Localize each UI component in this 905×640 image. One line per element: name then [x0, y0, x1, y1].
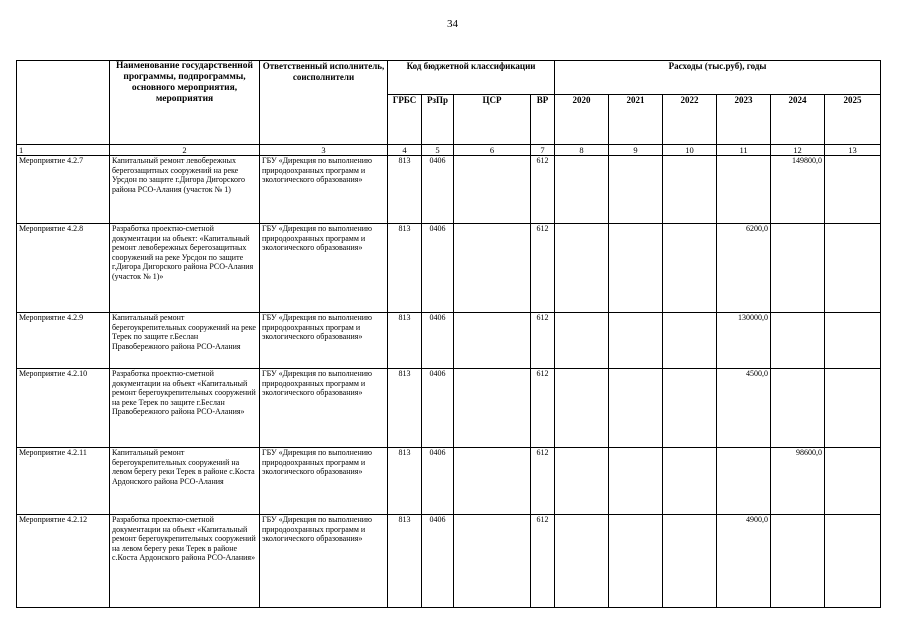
row-name: Разработка проектно-сметной документации на объект: «Капитальный ремонт левобережных берегозащитных сооружений на реке Урсдон по защите г.Дигора Дигорского района РСО-Алания (участок № 1)» — [110, 224, 260, 313]
header-rzpr: РзПр — [422, 95, 454, 145]
table-row — [17, 224, 881, 313]
row-vr: 612 — [531, 313, 555, 369]
row-value-2024: 98600,0 — [771, 448, 825, 515]
row-rzpr: 0406 — [422, 313, 454, 369]
row-value-2021 — [609, 224, 663, 313]
row-value-2023: 6200,0 — [717, 224, 771, 313]
column-number: 11 — [717, 145, 771, 156]
row-value-2021 — [609, 448, 663, 515]
row-value-2024 — [771, 515, 825, 608]
row-value-2023: 4900,0 — [717, 515, 771, 608]
row-rzpr: 0406 — [422, 448, 454, 515]
row-csr — [454, 515, 531, 608]
header-responsible: Ответственный исполнитель, соисполнители — [260, 61, 388, 145]
row-value-2022 — [663, 156, 717, 224]
row-value-2020 — [555, 515, 609, 608]
table-row — [17, 515, 881, 608]
table-row — [17, 369, 881, 448]
row-value-2025 — [825, 369, 881, 448]
row-name: Разработка проектно-сметной документации на объект «Капитальный ремонт берегоукрепительных сооружений на левом берегу реки Терек в районе с.Коста Ардонского района РСО-Алания» — [110, 515, 260, 608]
row-value-2020 — [555, 313, 609, 369]
column-number: 4 — [388, 145, 422, 156]
row-label: Мероприятие 4.2.7 — [17, 156, 110, 224]
row-rzpr: 0406 — [422, 515, 454, 608]
row-value-2021 — [609, 156, 663, 224]
row-rzpr: 0406 — [422, 224, 454, 313]
header-year: 2024 — [771, 95, 825, 145]
row-value-2024: 149800,0 — [771, 156, 825, 224]
column-number-row — [17, 145, 881, 156]
header-empty-cell — [17, 61, 110, 145]
row-value-2020 — [555, 369, 609, 448]
row-value-2025 — [825, 448, 881, 515]
row-csr — [454, 224, 531, 313]
row-grbs: 813 — [388, 448, 422, 515]
table-row — [17, 313, 881, 369]
row-value-2025 — [825, 224, 881, 313]
row-value-2025 — [825, 313, 881, 369]
row-grbs: 813 — [388, 313, 422, 369]
row-value-2022 — [663, 515, 717, 608]
row-label: Мероприятие 4.2.12 — [17, 515, 110, 608]
row-name: Разработка проектно-сметной документации на объект «Капитальный ремонт берегоукрепительных сооружений на реке Терек по защите г.Беслан Правобережного района РСО-Алания» — [110, 369, 260, 448]
row-label: Мероприятие 4.2.8 — [17, 224, 110, 313]
column-number: 6 — [454, 145, 531, 156]
row-value-2023 — [717, 448, 771, 515]
column-number: 13 — [825, 145, 881, 156]
row-vr: 612 — [531, 515, 555, 608]
row-value-2025 — [825, 156, 881, 224]
header-expenses: Расходы (тыс.руб), годы — [555, 61, 881, 95]
header-year: 2023 — [717, 95, 771, 145]
row-name: Капитальный ремонт берегоукрепительных сооружений на левом берегу реки Терек в районе с.Коста Ардонского района РСО-Алания — [110, 448, 260, 515]
row-responsible: ГБУ «Дирекция по выполнению природоохранных программ и экологического образования» — [260, 448, 388, 515]
header-vr: ВР — [531, 95, 555, 145]
row-label: Мероприятие 4.2.11 — [17, 448, 110, 515]
row-grbs: 813 — [388, 224, 422, 313]
row-value-2022 — [663, 224, 717, 313]
row-vr: 612 — [531, 156, 555, 224]
table-row — [17, 156, 881, 224]
row-csr — [454, 448, 531, 515]
row-value-2022 — [663, 369, 717, 448]
row-label: Мероприятие 4.2.10 — [17, 369, 110, 448]
row-vr: 612 — [531, 448, 555, 515]
row-value-2020 — [555, 224, 609, 313]
row-value-2025 — [825, 515, 881, 608]
column-number: 2 — [110, 145, 260, 156]
table-row — [17, 448, 881, 515]
row-value-2020 — [555, 156, 609, 224]
column-number: 10 — [663, 145, 717, 156]
row-csr — [454, 156, 531, 224]
column-number: 12 — [771, 145, 825, 156]
column-number: 9 — [609, 145, 663, 156]
row-responsible: ГБУ «Дирекция по выполнению природоохранных програм и экологического образования» — [260, 313, 388, 369]
budget-table — [16, 60, 881, 608]
header-year: 2020 — [555, 95, 609, 145]
column-number: 7 — [531, 145, 555, 156]
header-year: 2021 — [609, 95, 663, 145]
header-name: Наименование государственной программы, подпрограммы, основного мероприятия, мероприятия — [110, 61, 260, 145]
row-value-2022 — [663, 448, 717, 515]
header-budget-code: Код бюджетной классификации — [388, 61, 555, 95]
header-row-top — [17, 61, 881, 95]
row-value-2021 — [609, 369, 663, 448]
header-csr: ЦСР — [454, 95, 531, 145]
row-value-2023: 4500,0 — [717, 369, 771, 448]
row-responsible: ГБУ «Дирекция по выполнению природоохранных программ и экологического образования» — [260, 515, 388, 608]
row-value-2024 — [771, 369, 825, 448]
header-year: 2022 — [663, 95, 717, 145]
row-label: Мероприятие 4.2.9 — [17, 313, 110, 369]
row-value-2020 — [555, 448, 609, 515]
row-name: Капитальный ремонт левобережных берегозащитных сооружений на реке Урсдон по защите г.Дигора Дигорского района РСО-Алания (участок № 1) — [110, 156, 260, 224]
column-number: 8 — [555, 145, 609, 156]
row-grbs: 813 — [388, 156, 422, 224]
row-responsible: ГБУ «Дирекция по выполнению природоохранных программ и экологического образования» — [260, 369, 388, 448]
row-value-2023 — [717, 156, 771, 224]
row-value-2022 — [663, 313, 717, 369]
header-grbs: ГРБС — [388, 95, 422, 145]
row-value-2021 — [609, 313, 663, 369]
row-csr — [454, 369, 531, 448]
row-rzpr: 0406 — [422, 156, 454, 224]
row-csr — [454, 313, 531, 369]
row-responsible: ГБУ «Дирекция по выполнению природоохранных программ и экологического образования» — [260, 156, 388, 224]
row-responsible: ГБУ «Дирекция по выполнению природоохранных программ и экологического образования» — [260, 224, 388, 313]
row-rzpr: 0406 — [422, 369, 454, 448]
row-value-2024 — [771, 224, 825, 313]
row-grbs: 813 — [388, 369, 422, 448]
row-vr: 612 — [531, 369, 555, 448]
page-number: 34 — [447, 18, 458, 30]
row-value-2023: 130000,0 — [717, 313, 771, 369]
column-number: 5 — [422, 145, 454, 156]
header-year: 2025 — [825, 95, 881, 145]
row-grbs: 813 — [388, 515, 422, 608]
row-name: Капитальный ремонт берегоукрепительных сооружений на реке Терек по защите г.Беслан Правобережного района РСО-Алания — [110, 313, 260, 369]
row-vr: 612 — [531, 224, 555, 313]
row-value-2024 — [771, 313, 825, 369]
column-number: 3 — [260, 145, 388, 156]
column-number: 1 — [17, 145, 110, 156]
row-value-2021 — [609, 515, 663, 608]
